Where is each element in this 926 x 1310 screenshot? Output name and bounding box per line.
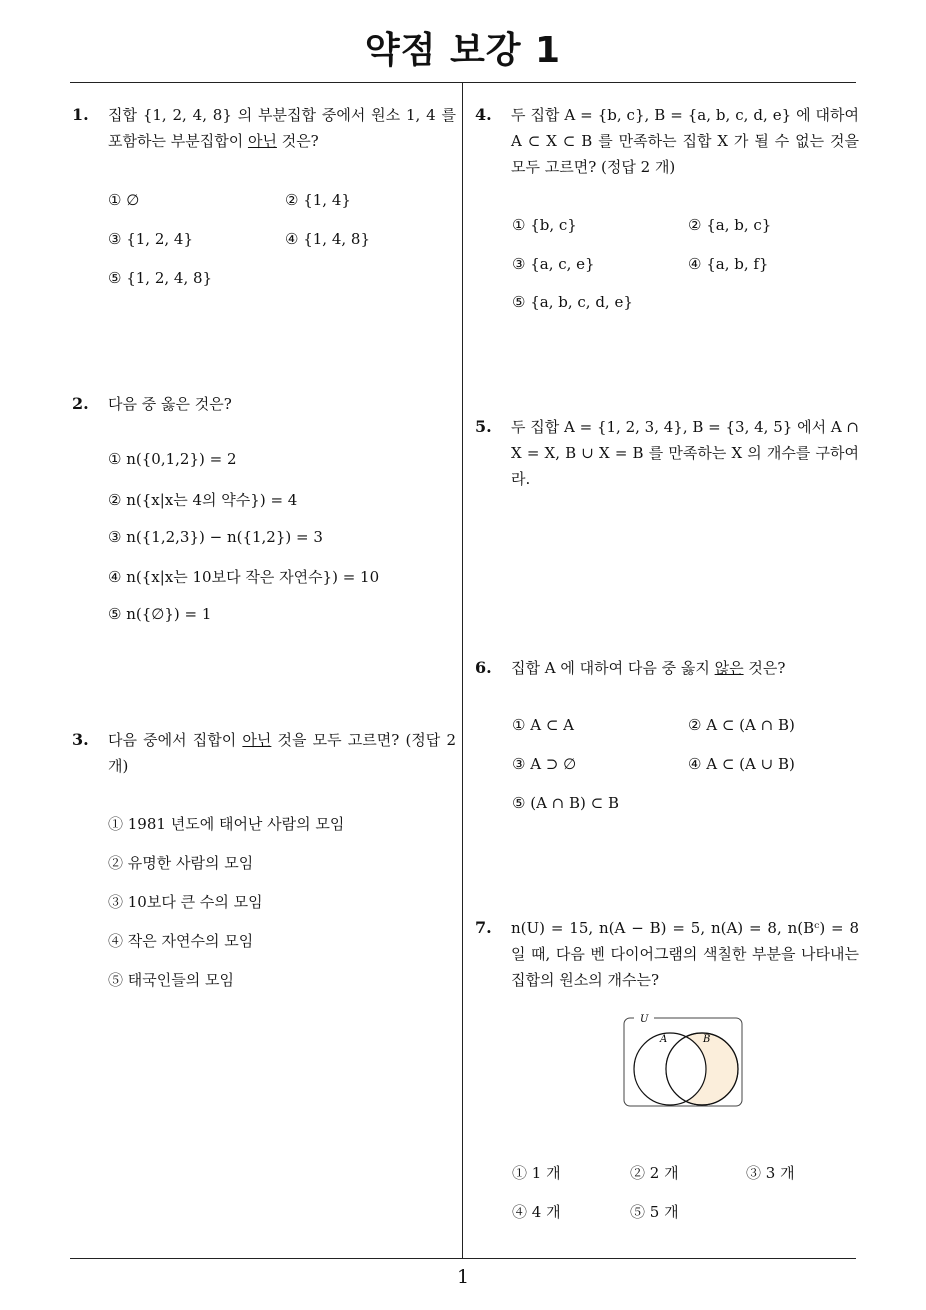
option-6-1[interactable]: ① A ⊂ A	[512, 716, 574, 734]
option-4-1[interactable]: ① {b, c}	[512, 216, 577, 234]
question-text: 다음 중 옳은 것은?	[108, 395, 232, 413]
option-7-3[interactable]: ③ 3 개	[746, 1164, 795, 1182]
option-3-3[interactable]: ③ 10보다 큰 수의 모임	[108, 893, 263, 911]
option-3-2[interactable]: ② 유명한 사람의 모임	[108, 854, 254, 872]
question-number: 5.	[475, 417, 492, 436]
venn-label-a: A	[660, 1034, 668, 1045]
option-3-5[interactable]: ⑤ 태국인들의 모임	[108, 971, 234, 989]
option-1-3[interactable]: ③ {1, 2, 4}	[108, 230, 194, 248]
question-2	[72, 391, 456, 417]
question-number: 4.	[475, 105, 492, 124]
question-6	[475, 655, 859, 681]
option-3-1[interactable]: ① 1981 년도에 태어난 사람의 모임	[108, 815, 345, 833]
venn-diagram	[620, 1012, 746, 1110]
question-text: 다음 중에서 집합이 아닌 것을 모두 고르면? (정답 2 개)	[108, 731, 456, 775]
question-7	[475, 915, 859, 993]
question-5	[475, 414, 859, 492]
venn-label-b: B	[703, 1034, 711, 1045]
option-4-4[interactable]: ④ {a, b, f}	[688, 255, 769, 273]
option-2-5[interactable]: ⑤ n({∅}) = 1	[108, 605, 212, 623]
question-text: 두 집합 A = {b, c}, B = {a, b, c, d, e} 에 대하여 A ⊂ X ⊂ B 를 만족하는 집합 X 가 될 수 없는 것을 모두 고르면? (정답 2 개)	[511, 106, 859, 176]
option-2-1[interactable]: ① n({0,1,2}) = 2	[108, 450, 237, 468]
question-4	[475, 102, 859, 180]
option-1-4[interactable]: ④ {1, 4, 8}	[285, 230, 371, 248]
column-divider	[462, 83, 463, 1258]
option-1-2[interactable]: ② {1, 4}	[285, 191, 351, 209]
question-text: n(U) = 15, n(A − B) = 5, n(A) = 8, n(Bᶜ) = 8 일 때, 다음 벤 다이어그램의 색칠한 부분을 나타내는 집합의 원소의 개수는?	[511, 919, 859, 989]
venn-label-u: U	[640, 1014, 649, 1025]
question-3	[72, 727, 456, 779]
option-2-4[interactable]: ④ n({x|x는 10보다 작은 자연수}) = 10	[108, 568, 380, 586]
option-1-1[interactable]: ① ∅	[108, 191, 140, 209]
option-6-4[interactable]: ④ A ⊂ (A ∪ B)	[688, 755, 795, 773]
option-6-3[interactable]: ③ A ⊃ ∅	[512, 755, 577, 773]
option-4-2[interactable]: ② {a, b, c}	[688, 216, 772, 234]
question-number: 1.	[72, 105, 89, 124]
option-4-3[interactable]: ③ {a, c, e}	[512, 255, 595, 273]
option-7-2[interactable]: ② 2 개	[630, 1164, 679, 1182]
question-number: 3.	[72, 730, 89, 749]
question-text: 집합 A 에 대하여 다음 중 옳지 않은 것은?	[511, 659, 786, 677]
top-rule	[70, 82, 856, 83]
question-text: 집합 {1, 2, 4, 8} 의 부분집합 중에서 원소 1, 4 를 포함하는 부분집합이 아닌 것은?	[108, 106, 456, 150]
question-1	[72, 102, 456, 154]
option-6-2[interactable]: ② A ⊂ (A ∩ B)	[688, 716, 795, 734]
option-3-4[interactable]: ④ 작은 자연수의 모임	[108, 932, 254, 950]
option-2-2[interactable]: ② n({x|x는 4의 약수}) = 4	[108, 491, 298, 509]
question-number: 7.	[475, 918, 492, 937]
question-number: 6.	[475, 658, 492, 677]
page-number: 1	[456, 1266, 470, 1288]
question-number: 2.	[72, 394, 89, 413]
option-7-5[interactable]: ⑤ 5 개	[630, 1203, 679, 1221]
option-4-5[interactable]: ⑤ {a, b, c, d, e}	[512, 293, 633, 311]
bottom-rule	[70, 1258, 856, 1259]
option-7-4[interactable]: ④ 4 개	[512, 1203, 561, 1221]
option-7-1[interactable]: ① 1 개	[512, 1164, 561, 1182]
option-6-5[interactable]: ⑤ (A ∩ B) ⊂ B	[512, 794, 620, 812]
option-1-5[interactable]: ⑤ {1, 2, 4, 8}	[108, 269, 213, 287]
question-text: 두 집합 A = {1, 2, 3, 4}, B = {3, 4, 5} 에서 A ∩ X = X, B ∪ X = B 를 만족하는 X 의 개수를 구하여라.	[511, 418, 859, 488]
page-title: 약점 보강 1	[364, 30, 562, 71]
option-2-3[interactable]: ③ n({1,2,3}) − n({1,2}) = 3	[108, 528, 323, 546]
